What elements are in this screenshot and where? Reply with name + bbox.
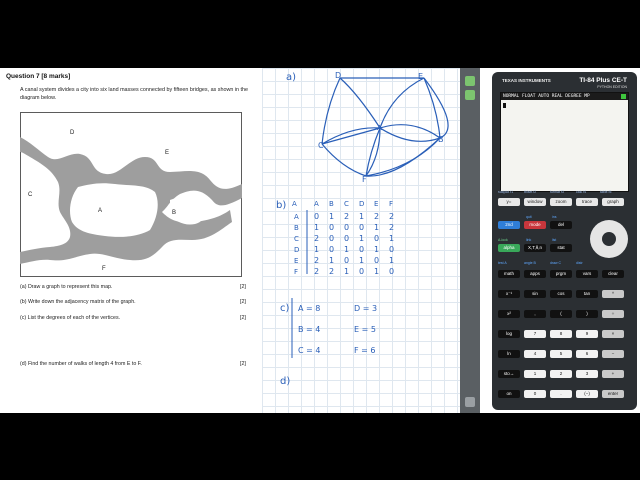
key-prgm[interactable]: prgm — [550, 270, 572, 278]
key-2nd-label: ins — [552, 215, 557, 219]
matrix-cell: 1 — [374, 267, 380, 276]
fn-label: table f5 — [600, 190, 612, 194]
calc-screen — [500, 92, 629, 192]
matrix-cell: 1 — [329, 212, 335, 221]
matrix-header: C — [344, 200, 349, 208]
handwriting-layer — [262, 68, 460, 413]
matrix-row-label: D — [294, 246, 300, 254]
key-graph[interactable]: graph — [602, 198, 624, 206]
matrix-cell: 1 — [359, 234, 365, 243]
key-alpha-label: A-lock — [498, 238, 508, 242]
part-d-marks: [2] — [240, 361, 246, 367]
map-label-f: F — [102, 266, 106, 272]
degree-c: C = 4 — [298, 346, 321, 355]
key-sin[interactable]: sin — [524, 290, 546, 298]
key-comma[interactable]: , — [524, 310, 546, 318]
matrix-cell: 1 — [374, 223, 380, 232]
matrix-header: F — [389, 200, 394, 208]
matrix-row-label: B — [294, 224, 299, 232]
matrix-cell: 0 — [314, 212, 320, 221]
cursor — [503, 103, 506, 108]
matrix-row-label: E — [294, 257, 299, 265]
key-vars[interactable]: vars — [576, 270, 598, 278]
question-title: Question 7 [8 marks] — [6, 73, 71, 80]
key-0[interactable]: 0 — [524, 390, 546, 398]
key-2nd-label: link — [526, 238, 532, 242]
matrix-cell: 0 — [329, 234, 335, 243]
key-5[interactable]: 5 — [550, 350, 572, 358]
graph-edges — [322, 78, 448, 176]
key-cos[interactable]: cos — [550, 290, 572, 298]
matrix-cell: 0 — [344, 223, 350, 232]
note-part-c: c) — [280, 303, 290, 314]
key-trace[interactable]: trace — [576, 198, 598, 206]
map-label-b: B — [172, 210, 177, 216]
matrix-header: E — [374, 200, 379, 208]
key-9[interactable]: 9 — [576, 330, 598, 338]
notebook-canvas[interactable] — [262, 68, 460, 413]
key-3[interactable]: 3 — [576, 370, 598, 378]
key-ln[interactable]: ln — [498, 350, 520, 358]
part-b-marks: [2] — [240, 299, 246, 305]
calc-model: TI-84 Plus CE-T — [579, 77, 627, 84]
matrix-cell: 2 — [329, 267, 335, 276]
key-multiply[interactable]: × — [602, 330, 624, 338]
part-c-marks: [2] — [240, 315, 246, 321]
question-intro: A canal system divides a city into six land masses connected by fifteen bridges, as shown in the diagram below. — [20, 87, 249, 101]
part-a-text: (a) Draw a graph to represent this map. — [20, 284, 113, 290]
key-apps[interactable]: apps — [524, 270, 546, 278]
key-left-paren[interactable]: ( — [550, 310, 572, 318]
key-del[interactable]: del — [550, 221, 572, 229]
calculator — [492, 72, 637, 410]
key-on[interactable]: on — [498, 390, 520, 398]
matrix-cell: 0 — [389, 267, 395, 276]
map-label-e: E — [165, 150, 170, 156]
matrix-cell: 0 — [359, 245, 365, 254]
key-right-paren[interactable]: ) — [576, 310, 598, 318]
vertex-d: D — [335, 71, 342, 80]
key-tan[interactable]: tan — [576, 290, 598, 298]
matrix-cell: 0 — [344, 256, 350, 265]
fn-label: tblset f2 — [524, 190, 537, 194]
matrix-cell: 2 — [344, 212, 350, 221]
fn-label: statplot f1 — [498, 190, 514, 194]
map-label-a: A — [98, 208, 103, 214]
key-sto[interactable]: sto→ — [498, 370, 520, 378]
matrix-header: D — [359, 200, 365, 208]
matrix-cell: 2 — [389, 223, 395, 232]
map-label-d: D — [70, 130, 75, 136]
matrix-cell: 0 — [329, 223, 335, 232]
key-x-inverse[interactable]: x⁻¹ — [498, 290, 520, 298]
matrix-cell: 1 — [314, 245, 320, 254]
key-caret[interactable]: ^ — [602, 290, 624, 298]
degree-a: A = 8 — [298, 304, 321, 313]
part-c-text: (c) List the degrees of each of the vertices. — [20, 315, 121, 321]
key-8[interactable]: 8 — [550, 330, 572, 338]
side-toolbar — [460, 68, 480, 413]
matrix-cell: 0 — [359, 267, 365, 276]
matrix-cell: 0 — [374, 256, 380, 265]
key-4[interactable]: 4 — [524, 350, 546, 358]
map-label-c: C — [28, 192, 33, 198]
key-2nd-label: test A — [498, 261, 507, 265]
matrix-row-label: C — [294, 235, 299, 243]
key-log[interactable]: log — [498, 330, 520, 338]
key-mode[interactable]: mode — [524, 221, 546, 229]
key-plus[interactable]: + — [602, 370, 624, 378]
key-divide[interactable]: ÷ — [602, 310, 624, 318]
matrix-corner: A — [292, 200, 297, 208]
key-7[interactable]: 7 — [524, 330, 546, 338]
matrix-header: B — [329, 200, 334, 208]
degree-f: F = 6 — [354, 346, 376, 355]
key-stat[interactable]: stat — [550, 244, 572, 252]
calc-brand: TEXAS INSTRUMENTS — [502, 78, 551, 83]
matrix-cell: 1 — [359, 212, 365, 221]
matrix-cell: 1 — [344, 245, 350, 254]
key-2nd-label: list — [552, 238, 557, 242]
matrix-cell: 0 — [359, 223, 365, 232]
key-decimal[interactable]: . — [550, 390, 572, 398]
matrix-cell: 0 — [389, 245, 395, 254]
key-window[interactable]: window — [524, 198, 546, 206]
key-6[interactable]: 6 — [576, 350, 598, 358]
matrix-cell: 2 — [314, 234, 320, 243]
key-2nd-label: draw C — [550, 261, 562, 265]
key-2nd-label: angle B — [524, 261, 536, 265]
arrow-pad[interactable] — [590, 220, 628, 258]
key-x-squared[interactable]: x² — [498, 310, 520, 318]
matrix-cell: 1 — [389, 234, 395, 243]
settings-tool-icon[interactable] — [465, 397, 475, 407]
matrix-cell: 0 — [344, 234, 350, 243]
matrix-cell: 1 — [389, 256, 395, 265]
matrix-row-label: A — [294, 213, 299, 221]
key-2nd-label: distr — [576, 261, 583, 265]
key-minus[interactable]: − — [602, 350, 624, 358]
key-2nd-label: quit — [526, 215, 532, 219]
key-clear[interactable]: clear — [602, 270, 624, 278]
matrix-headers — [314, 200, 393, 208]
matrix-cell: 1 — [314, 223, 320, 232]
vertex-e: E — [418, 72, 424, 81]
calc-edition: PYTHON EDITION — [597, 85, 627, 89]
key-enter[interactable]: enter — [602, 390, 624, 398]
key-2[interactable]: 2 — [550, 370, 572, 378]
key-1[interactable]: 1 — [524, 370, 546, 378]
battery-icon — [621, 94, 626, 99]
matrix-cell: 1 — [344, 267, 350, 276]
workspace — [0, 68, 640, 413]
note-part-b: b) — [276, 200, 287, 211]
matrix-cell: 1 — [359, 256, 365, 265]
matrix-cell: 2 — [374, 212, 380, 221]
key-zoom[interactable]: zoom — [550, 198, 572, 206]
note-part-d: d) — [280, 376, 291, 387]
matrix-cell: 1 — [374, 245, 380, 254]
notes-tool-icon[interactable] — [465, 90, 475, 100]
fn-label: calc f4 — [576, 190, 587, 194]
key-2nd[interactable]: 2nd — [498, 221, 520, 229]
part-d-text: (d) Find the number of walks of length 4 from E to F. — [20, 361, 142, 367]
degree-e: E = 5 — [354, 325, 376, 334]
degree-b: B = 4 — [298, 325, 321, 334]
matrix-header: A — [314, 200, 319, 208]
vertex-c: C — [318, 141, 324, 150]
part-a-marks: [2] — [240, 284, 246, 290]
matrix-cell: 2 — [314, 267, 320, 276]
vertex-f: F — [362, 175, 367, 184]
matrix-body — [294, 212, 394, 276]
key-y-equals[interactable]: y= — [498, 198, 520, 206]
matrix-cell: 0 — [374, 234, 380, 243]
matrix-row-label: F — [294, 268, 299, 276]
vertex-a: A — [377, 124, 382, 132]
matrix-cell: 1 — [329, 256, 335, 265]
matrix-cell: 2 — [314, 256, 320, 265]
matrix-cell: 2 — [389, 212, 395, 221]
key-xt-theta-n[interactable]: X,T,θ,n — [524, 244, 546, 252]
vertex-b: B — [438, 135, 444, 144]
matrix-cell: 0 — [329, 245, 335, 254]
key-negative[interactable]: (−) — [576, 390, 598, 398]
key-alpha[interactable]: alpha — [498, 244, 520, 252]
part-b-text: (b) Write down the adjacency matrix of the graph. — [20, 299, 136, 305]
worksheet-page — [0, 68, 262, 413]
note-part-a: a) — [286, 72, 297, 83]
key-math[interactable]: math — [498, 270, 520, 278]
calc-status-bar: NORMAL FLOAT AUTO REAL DEGREE MP — [501, 93, 628, 100]
fn-label: format f3 — [550, 190, 564, 194]
calculator-tool-icon[interactable] — [465, 76, 475, 86]
canal-map — [20, 112, 242, 277]
degree-d: D = 3 — [354, 304, 378, 313]
